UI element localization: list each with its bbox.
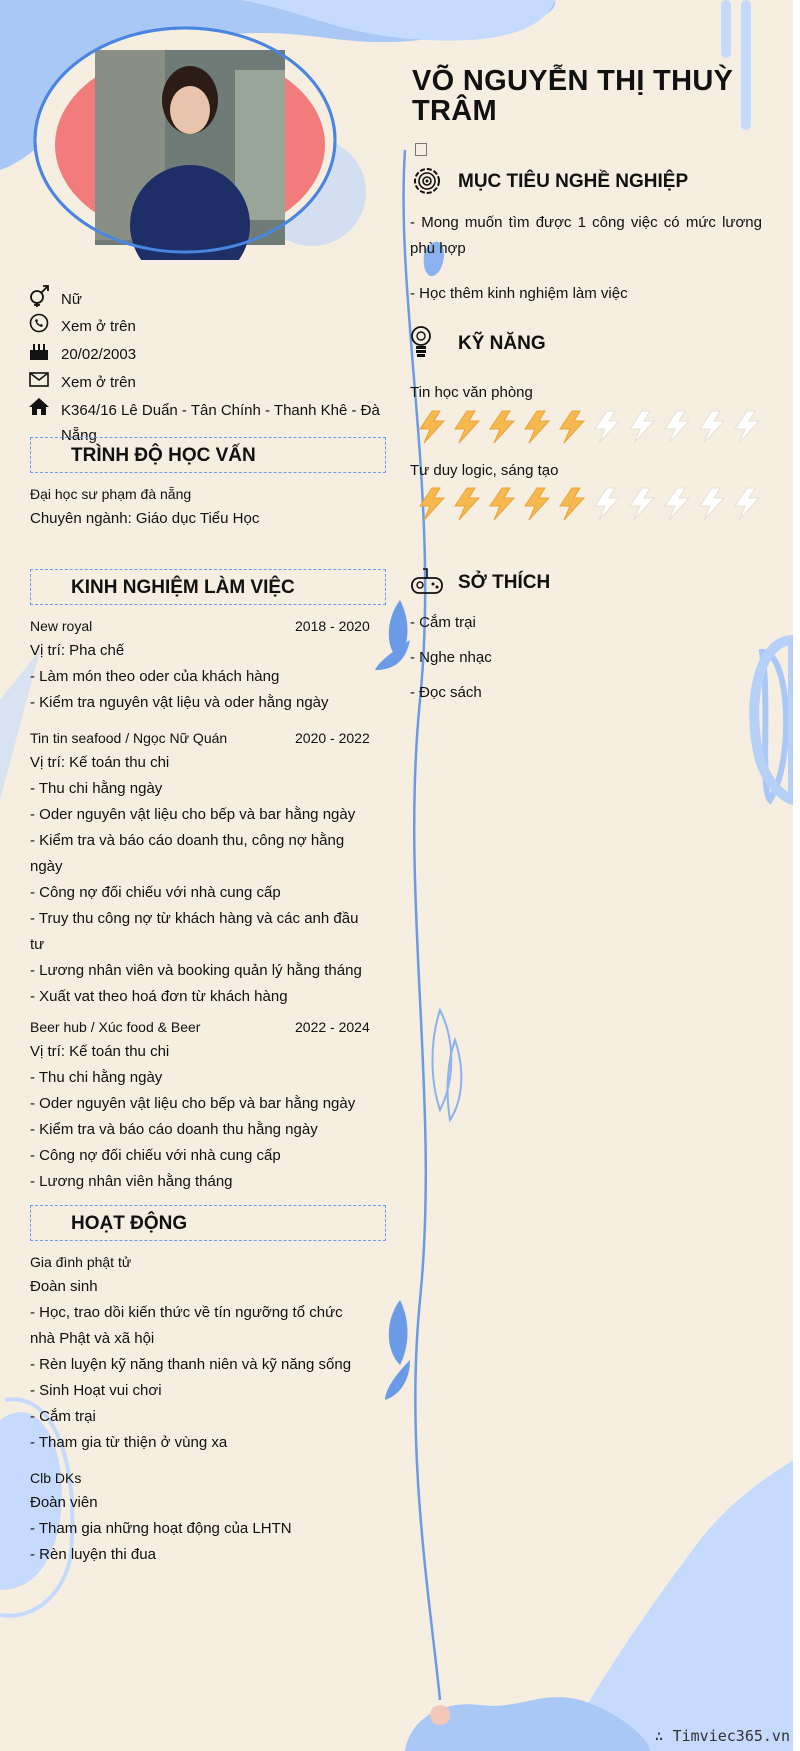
rating-bolt-empty [595,411,619,443]
objective-title: MỤC TIÊU NGHỀ NGHIỆP [458,171,689,192]
rating-bolt-empty [665,488,689,520]
rating-bolt-empty [595,488,619,520]
job-task: - Làm món theo oder của khách hàng [30,668,280,685]
job-period: 2022 - 2024 [295,1019,370,1035]
job-company: New royal [30,618,93,634]
activity-item: - Tham gia những hoạt động của LHTN [30,1520,292,1537]
gamepad-icon [410,566,444,596]
rating-bolt-filled [455,411,479,443]
job-task: - Kiểm tra nguyên vật liệu và oder hằng ngày [30,694,329,711]
rating-bolt-filled [560,411,584,443]
activity-item: - Tham gia từ thiện ở vùng xa [30,1434,228,1451]
job-task: - Xuất vat theo hoá đơn từ khách hàng [30,988,288,1005]
activities-title: HOẠT ĐỘNG [71,1213,188,1234]
watermark: ∴ Timviec365.vn [654,1727,790,1745]
job-task: - Oder nguyên vật liệu cho bếp và bar hằng ngày [30,806,356,823]
job-position: Vị trí: Pha chế [30,642,125,659]
job-task: - Thu chi hằng ngày [30,1069,163,1086]
activity-org: Clb DKs [30,1470,82,1486]
rating-bolt-filled [525,488,549,520]
activity-item: - Rèn luyện thi đua [30,1546,156,1563]
objective-line: - Học thêm kinh nghiệm làm việc [410,285,628,302]
birthday-text: 20/02/2003 [61,346,137,363]
phone-icon [28,312,50,334]
phone-text: Xem ở trên [61,318,136,335]
home-icon [28,396,50,418]
target-gear-icon [410,164,444,198]
activity-role: Đoàn viên [30,1494,98,1511]
education-school: Đại học sư phạm đà nẵng [30,486,192,502]
gender-icon [28,285,50,307]
full-name: VÕ NGUYỄN THỊ THUỲ TRÂM [412,65,734,127]
email-text: Xem ở trên [61,374,136,391]
job-period: 2020 - 2022 [295,730,370,746]
rating-bolt-filled [490,411,514,443]
job-task: - Kiểm tra và báo cáo doanh thu, công nợ hằng ngày [30,832,345,875]
job-period: 2018 - 2020 [295,618,370,634]
job-task: - Lương nhân viên hằng tháng [30,1173,233,1190]
education-title: TRÌNH ĐỘ HỌC VẤN [71,445,256,466]
activity-role: Đoàn sinh [30,1278,98,1295]
activity-org: Gia đình phật tử [30,1254,132,1270]
rating-bolt-empty [735,488,759,520]
activity-item: - Sinh Hoạt vui chơi [30,1382,162,1399]
skill-rating [412,409,762,445]
skill-name: Tin học văn phòng [410,384,533,401]
rating-bolt-empty [700,488,724,520]
address-text: K364/16 Lê Duẩn - Tân Chính - Thanh Khê - Đà Nẵng [61,402,380,444]
job-company: Beer hub / Xúc food & Beer [30,1019,201,1035]
rating-bolt-filled [420,488,444,520]
activity-item: - Học, trao dồi kiến thức về tín ngưỡng tổ chức nhà Phật và xã hội [30,1304,343,1347]
activity-item: - Cắm trại [30,1408,96,1425]
rating-bolt-empty [630,488,654,520]
birthday-icon [28,340,50,362]
skill-name: Tư duy logic, sáng tạo [410,462,559,479]
job-task: - Thu chi hằng ngày [30,780,163,797]
experience-header [30,569,386,605]
hobby-item: - Đọc sách [410,684,482,701]
rating-bolt-empty [665,411,689,443]
education-major: Chuyên ngành: Giáo dục Tiểu Học [30,510,260,527]
job-task: - Truy thu công nợ từ khách hàng và các anh đầu tư [30,910,359,953]
job-position: Vị trí: Kế toán thu chi [30,754,170,771]
rating-bolt-empty [630,411,654,443]
gender-text: Nữ [61,291,82,308]
rating-bolt-filled [420,411,444,443]
education-header [30,437,386,473]
job-task: - Công nợ đối chiếu với nhà cung cấp [30,1147,281,1164]
job-task: - Công nợ đối chiếu với nhà cung cấp [30,884,281,901]
experience-title: KINH NGHIỆM LÀM VIỆC [71,577,295,598]
rating-bolt-filled [525,411,549,443]
placeholder-box [415,143,427,156]
skills-title: KỸ NĂNG [458,333,546,354]
job-company: Tin tin seafood / Ngọc Nữ Quán [30,730,228,746]
rating-bolt-filled [490,488,514,520]
job-task: - Kiểm tra và báo cáo doanh thu hằng ngày [30,1121,318,1138]
rating-bolt-empty [700,411,724,443]
job-task: - Oder nguyên vật liệu cho bếp và bar hằng ngày [30,1095,356,1112]
lightbulb-icon [410,325,432,359]
hobbies-title: SỞ THÍCH [458,572,551,593]
profile-photo [25,15,345,260]
job-position: Vị trí: Kế toán thu chi [30,1043,170,1060]
job-task: - Lương nhân viên và booking quản lý hằng tháng [30,962,362,979]
activity-item: - Rèn luyện kỹ năng thanh niên và kỹ năng sống [30,1356,352,1373]
activities-header [30,1205,386,1241]
hobby-item: - Cắm trại [410,614,476,631]
objective-line: - Mong muốn tìm được 1 công việc có mức lương phù hợp [410,214,762,257]
rating-bolt-filled [455,488,479,520]
hobby-item: - Nghe nhạc [410,649,492,666]
rating-bolt-empty [735,411,759,443]
skill-rating [412,486,762,522]
mail-icon [28,368,50,390]
rating-bolt-filled [560,488,584,520]
